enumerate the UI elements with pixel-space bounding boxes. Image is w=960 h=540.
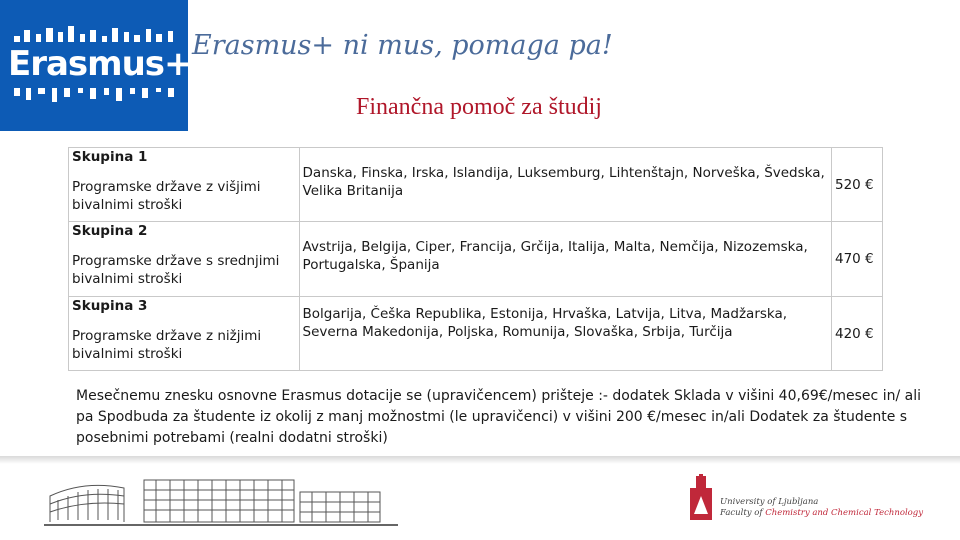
group-name: Skupina 1 xyxy=(72,149,148,165)
countries-cell: Avstrija, Belgija, Ciper, Francija, Grčija, Italija, Malta, Nemčija, Nizozemska, Portugalska, Španija xyxy=(299,222,831,297)
countries-cell: Bolgarija, Češka Republika, Estonija, Hrvaška, Latvija, Litva, Madžarska, Severna Makedonija, Poljska, Romunija, Slovaška, Srbija, Turčija xyxy=(299,297,831,371)
university-line1: University of Ljubljana xyxy=(720,497,819,507)
page-title: Finančna pomoč za študij xyxy=(356,94,602,120)
table-row xyxy=(69,297,883,371)
tagline: Erasmus+ ni mus, pomaga pa! xyxy=(192,30,613,61)
erasmus-logo xyxy=(0,0,192,131)
group-name: Skupina 3 xyxy=(72,298,148,314)
faculty-line xyxy=(720,508,923,519)
table-row xyxy=(69,222,883,297)
funding-note: Mesečnemu znesku osnovne Erasmus dotacije se (upravičencem) prišteje :- dodatek Sklada v višini 40,69€/mesec in/ ali pa Spodbuda za študente iz okolij z manj možnostmi (le upravičenci) v višini 200 €/mesec in/ali Dodatek za študente s posebnimi potrebami (realni dodatni stroški) xyxy=(76,388,921,446)
university-name xyxy=(720,497,923,519)
amount-cell: 470 € xyxy=(831,222,882,297)
faculty-buildings-illustration xyxy=(44,470,398,528)
grant-table xyxy=(68,147,883,371)
university-crest-icon xyxy=(690,474,712,520)
group-description: Programske države z nižjimi bivalnimi stroški xyxy=(72,328,262,362)
amount-cell: 420 € xyxy=(831,297,882,371)
group-description: Programske države z višjimi bivalnimi stroški xyxy=(72,179,261,213)
footer-divider xyxy=(0,456,960,464)
logo-pattern-bottom xyxy=(12,88,180,106)
countries-cell: Danska, Finska, Irska, Islandija, Luksemburg, Lihtenštajn, Norveška, Švedska, Velika Britanija xyxy=(299,148,831,222)
group-name: Skupina 2 xyxy=(72,223,148,239)
group-cell xyxy=(69,222,300,297)
group-description: Programske države s srednjimi bivalnimi stroški xyxy=(72,253,280,287)
faculty-name: Chemistry and Chemical Technology xyxy=(765,508,924,518)
erasmus-logo-text: Erasmus+ xyxy=(8,44,192,84)
amount-cell: 520 € xyxy=(831,148,882,222)
table-row xyxy=(69,148,883,222)
faculty-prefix: Faculty of xyxy=(720,508,766,518)
group-cell xyxy=(69,297,300,371)
group-cell xyxy=(69,148,300,222)
